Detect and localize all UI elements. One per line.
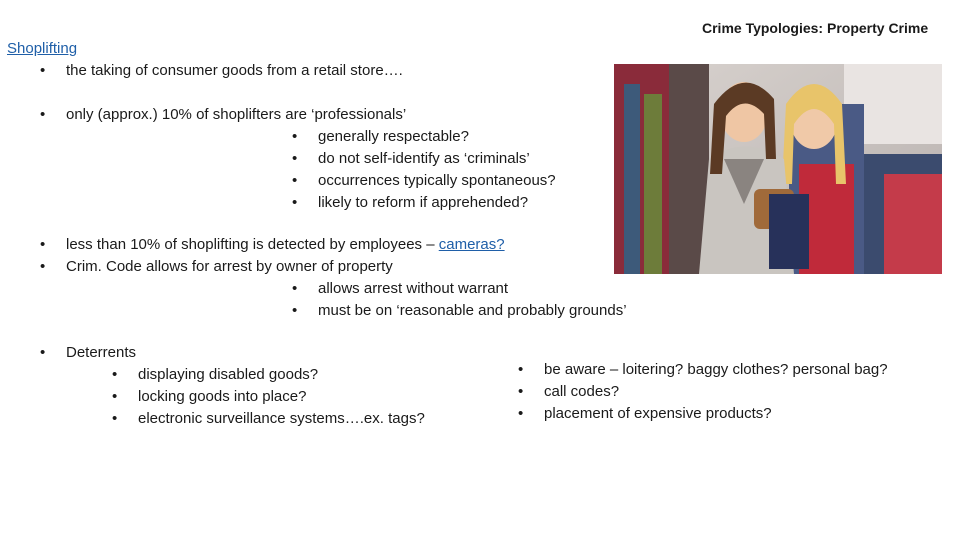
sub-bullet: • do not self-identify as ‘criminals’ xyxy=(292,150,530,167)
bullet-point-5: • Deterrents xyxy=(40,344,137,361)
bullet-point-3: • less than 10% of shoplifting is detected by employees – cameras? xyxy=(40,236,505,253)
sub-bullet: • occurrences typically spontaneous? xyxy=(292,172,556,189)
sub-bullet: • generally respectable? xyxy=(292,128,469,145)
sub-bullet: • must be on ‘reasonable and probably grounds’ xyxy=(292,302,627,319)
bullet-point-4: • Crim. Code allows for arrest by owner of property xyxy=(40,258,393,275)
slide-title: Crime Typologies: Property Crime xyxy=(702,20,929,36)
right-bullet: • call codes? xyxy=(518,383,620,400)
shoplifting-heading[interactable] xyxy=(7,38,77,60)
sub-bullet: • displaying disabled goods? xyxy=(112,366,319,383)
sub-bullet: • allows arrest without warrant xyxy=(292,280,509,297)
shoplifting-link[interactable]: Shoplifting xyxy=(7,40,78,57)
sub-bullet: • likely to reform if apprehended? xyxy=(292,194,529,211)
sub-bullet: • locking goods into place? xyxy=(112,388,307,405)
right-bullet: • be aware – loitering? baggy clothes? personal bag? xyxy=(518,361,888,378)
shoplifting-photo xyxy=(614,64,942,274)
cameras-link[interactable]: cameras? xyxy=(438,236,505,253)
bullet-point-1: • the taking of consumer goods from a retail store…. xyxy=(40,62,403,79)
right-bullet: • placement of expensive products? xyxy=(518,405,772,422)
sub-bullet: • electronic surveillance systems….ex. tags? xyxy=(112,410,425,427)
bullet-point-2: • only (approx.) 10% of shoplifters are ‘professionals’ xyxy=(40,106,407,123)
